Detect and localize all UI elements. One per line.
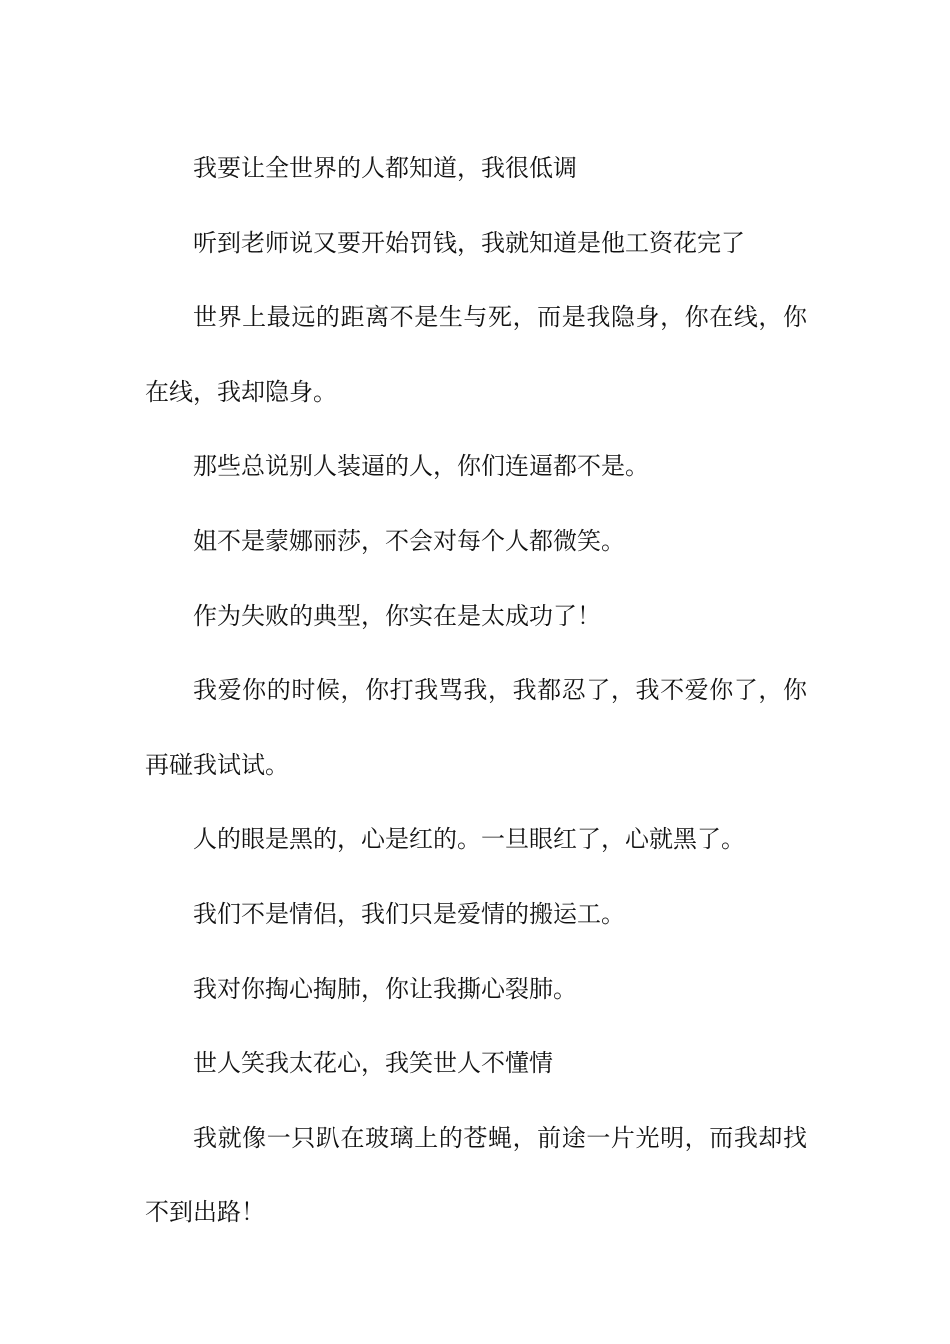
paragraph-1: 我要让全世界的人都知道，我很低调	[193, 154, 577, 182]
paragraph-4: 那些总说别人装逼的人，你们连逼都不是。	[193, 452, 649, 481]
paragraph-6: 作为失败的典型，你实在是太成功了！	[193, 601, 601, 630]
paragraph-2: 听到老师说又要开始罚钱，我就知道是他工资花完了	[193, 228, 745, 257]
paragraph-8: 人的眼是黑的，心是红的。一旦眼红了，心就黑了。	[193, 825, 745, 854]
paragraph-10: 我对你掏心掏肺，你让我撕心裂肺。	[193, 974, 577, 1003]
paragraph-9: 我们不是情侣，我们只是爱情的搬运工。	[193, 899, 625, 928]
document-body	[145, 131, 807, 1250]
paragraph-3: 世界上最远的距离不是生与死，而是我隐身，你在线，你在线，我却隐身。	[145, 303, 807, 406]
paragraph-11: 世人笑我太花心，我笑世人不懂情	[193, 1049, 553, 1078]
paragraph-12: 我就像一只趴在玻璃上的苍蝇，前途一片光明，而我却找不到出路！	[145, 1123, 807, 1227]
paragraph-5: 姐不是蒙娜丽莎，不会对每个人都微笑。	[193, 526, 625, 555]
paragraph-7: 我爱你的时候，你打我骂我，我都忍了，我不爱你了，你再碰我试试。	[145, 676, 807, 779]
